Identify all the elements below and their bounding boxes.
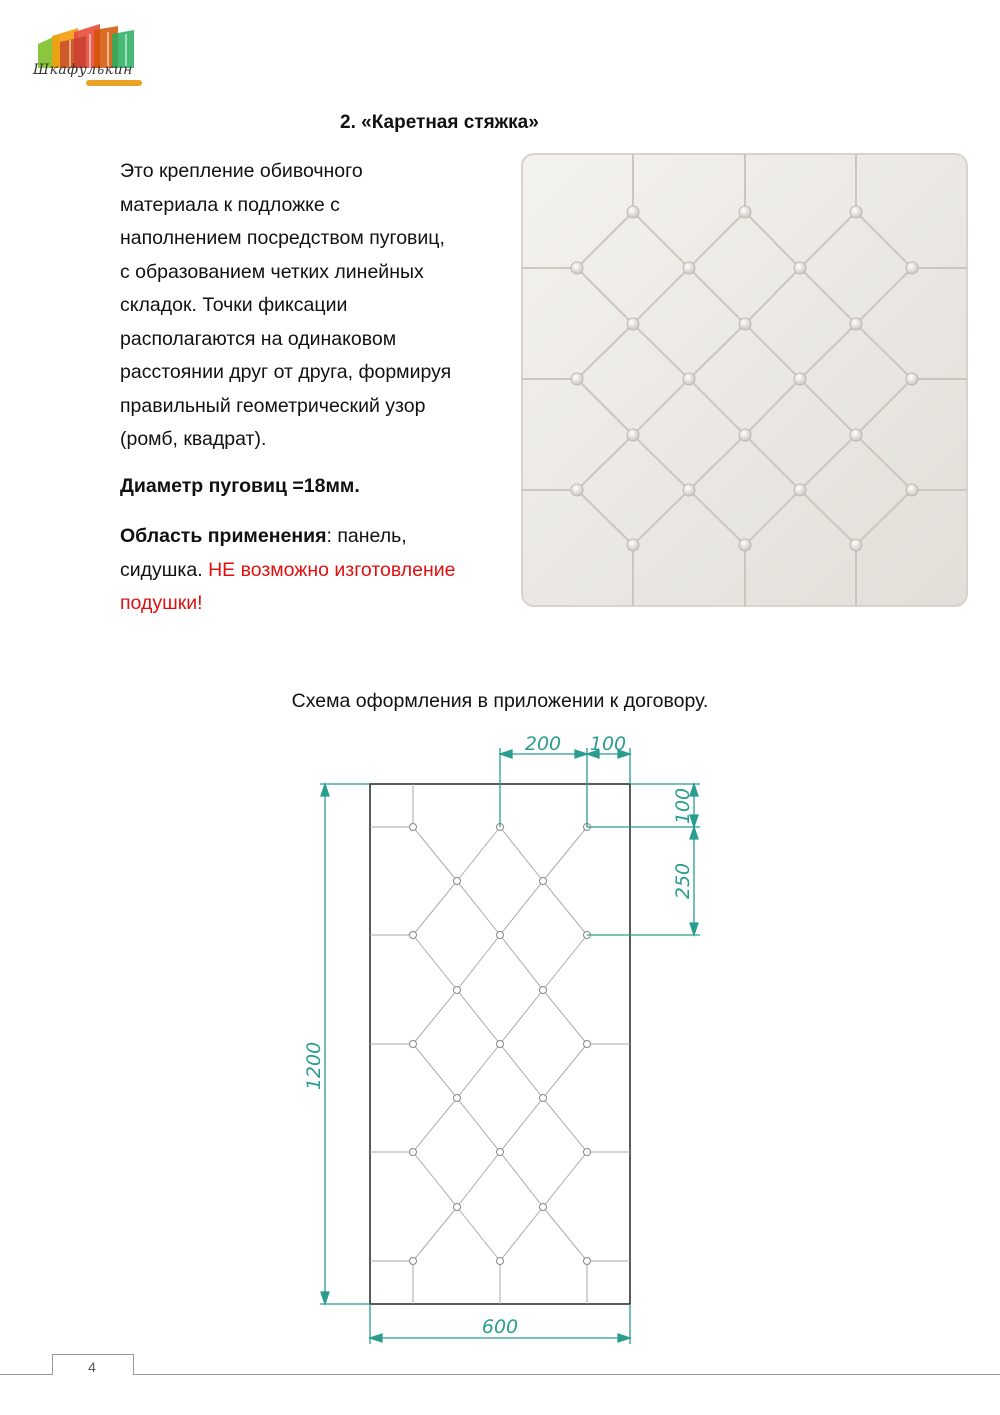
dimension-margin-h: 100 — [589, 733, 627, 755]
warning-text: НЕ возможно изготовление — [208, 558, 456, 581]
description-line: расстоянии друг от друга, формируя — [120, 361, 452, 383]
application-paragraph — [120, 520, 510, 621]
description-line: с образованием четких линейных — [120, 260, 424, 283]
description-paragraph — [120, 155, 510, 457]
description-line: (ромб, квадрат). — [120, 428, 267, 450]
technical-drawing — [290, 730, 710, 1350]
application-text: : панель, — [326, 525, 407, 547]
button-diameter-note: Диаметр пуговиц =18мм. — [120, 475, 360, 497]
page-number: 4 — [88, 1359, 96, 1375]
description-line: Это крепление обивочного — [120, 160, 363, 182]
scheme-caption: Схема оформления в приложении к договору. — [291, 690, 709, 712]
dimension-spacing-v: 250 — [672, 862, 694, 900]
dimension-margin-v: 100 — [672, 787, 694, 825]
logo-brand-text: Шкафулькин — [33, 62, 133, 78]
dimension-width: 600 — [481, 1316, 519, 1338]
dimension-height: 1200 — [303, 1041, 325, 1091]
logo-underline — [86, 80, 142, 86]
section-heading: 2. «Каретная стяжка» — [340, 112, 539, 133]
description-line: складок. Точки фиксации — [120, 294, 348, 316]
dimension-spacing-h: 200 — [524, 733, 562, 755]
description-line: материала к подложке с — [120, 193, 340, 216]
tufted-panel-photo — [520, 150, 970, 610]
description-line: располагаются на одинаковом — [120, 327, 397, 350]
application-text-2: сидушка. — [120, 558, 209, 581]
application-label: Область применения — [120, 525, 327, 547]
description-line: правильный геометрический узор — [120, 394, 426, 417]
warning-text-2: подушки! — [120, 592, 203, 614]
description-line: наполнением посредством пуговиц, — [120, 227, 445, 249]
footer-rule — [0, 1374, 1000, 1375]
